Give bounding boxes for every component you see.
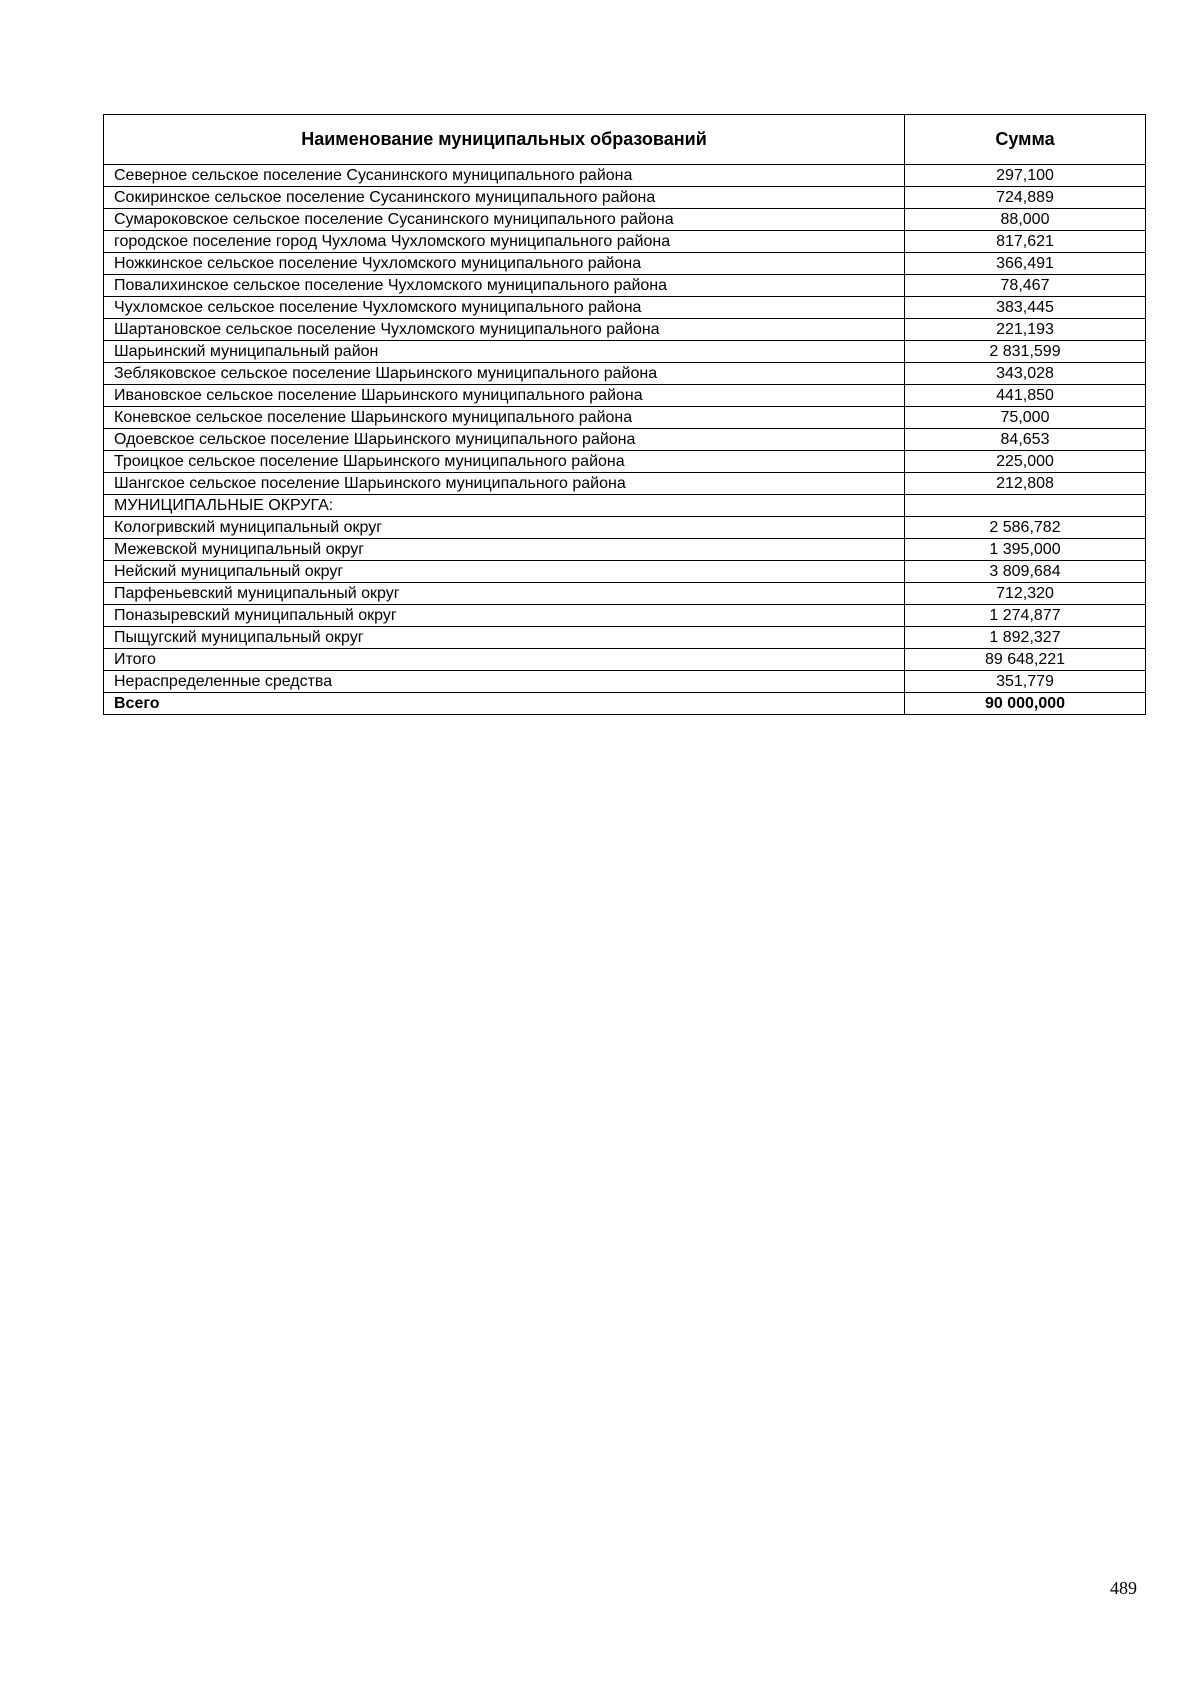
sum-cell: 2 586,782 bbox=[905, 517, 1146, 539]
sum-cell: 212,808 bbox=[905, 473, 1146, 495]
sum-cell: 78,467 bbox=[905, 275, 1146, 297]
table-row bbox=[104, 605, 1146, 627]
sum-cell: 817,621 bbox=[905, 231, 1146, 253]
municipality-name-cell: Нераспределенные средства bbox=[104, 671, 905, 693]
municipality-name-cell: Зебляковское сельское поселение Шарьинского муниципального района bbox=[104, 363, 905, 385]
municipality-name-cell: Пыщугский муниципальный округ bbox=[104, 627, 905, 649]
table-row bbox=[104, 253, 1146, 275]
table-row bbox=[104, 385, 1146, 407]
municipality-name-cell: Нейский муниципальный округ bbox=[104, 561, 905, 583]
municipality-name-cell: Ножкинское сельское поселение Чухломского муниципального района bbox=[104, 253, 905, 275]
table-row bbox=[104, 187, 1146, 209]
table-row bbox=[104, 165, 1146, 187]
municipality-name-cell: Ивановское сельское поселение Шарьинского муниципального района bbox=[104, 385, 905, 407]
sum-cell: 343,028 bbox=[905, 363, 1146, 385]
municipality-name-cell: Троицкое сельское поселение Шарьинского муниципального района bbox=[104, 451, 905, 473]
table-header-row bbox=[104, 115, 1146, 165]
table-row bbox=[104, 297, 1146, 319]
table-row bbox=[104, 627, 1146, 649]
page-number: 489 bbox=[1110, 1578, 1137, 1598]
sum-cell: 75,000 bbox=[905, 407, 1146, 429]
municipality-name-cell: Кологривский муниципальный округ bbox=[104, 517, 905, 539]
table-row bbox=[104, 649, 1146, 671]
sum-cell: 89 648,221 bbox=[905, 649, 1146, 671]
municipality-name-cell: Одоевское сельское поселение Шарьинского муниципального района bbox=[104, 429, 905, 451]
sum-cell: 225,000 bbox=[905, 451, 1146, 473]
table-row bbox=[104, 495, 1146, 517]
table-row bbox=[104, 561, 1146, 583]
sum-cell: 712,320 bbox=[905, 583, 1146, 605]
header-sum: Сумма bbox=[905, 115, 1146, 165]
table-body bbox=[104, 165, 1146, 715]
table-row bbox=[104, 451, 1146, 473]
municipality-name-cell: Итого bbox=[104, 649, 905, 671]
sum-cell: 2 831,599 bbox=[905, 341, 1146, 363]
municipality-name-cell: Сокиринское сельское поселение Сусанинского муниципального района bbox=[104, 187, 905, 209]
sum-cell: 441,850 bbox=[905, 385, 1146, 407]
municipality-name-cell: Коневское сельское поселение Шарьинского муниципального района bbox=[104, 407, 905, 429]
sum-cell: 297,100 bbox=[905, 165, 1146, 187]
table-row bbox=[104, 517, 1146, 539]
table-row bbox=[104, 583, 1146, 605]
table-row bbox=[104, 671, 1146, 693]
table-row bbox=[104, 539, 1146, 561]
municipality-name-cell: Шартановское сельское поселение Чухломского муниципального района bbox=[104, 319, 905, 341]
table-row bbox=[104, 693, 1146, 715]
municipality-name-cell: Парфеньевский муниципальный округ bbox=[104, 583, 905, 605]
municipality-name-cell: Всего bbox=[104, 693, 905, 715]
sum-cell: 84,653 bbox=[905, 429, 1146, 451]
municipality-name-cell: Сумароковское сельское поселение Сусанинского муниципального района bbox=[104, 209, 905, 231]
sum-cell: 366,491 bbox=[905, 253, 1146, 275]
municipality-name-cell: Чухломское сельское поселение Чухломского муниципального района bbox=[104, 297, 905, 319]
municipality-name-cell: Межевской муниципальный округ bbox=[104, 539, 905, 561]
sum-cell: 351,779 bbox=[905, 671, 1146, 693]
sum-cell: 383,445 bbox=[905, 297, 1146, 319]
table-row bbox=[104, 275, 1146, 297]
table-row bbox=[104, 363, 1146, 385]
header-name: Наименование муниципальных образований bbox=[104, 115, 905, 165]
municipality-name-cell: МУНИЦИПАЛЬНЫЕ ОКРУГА: bbox=[104, 495, 905, 517]
sum-cell: 3 809,684 bbox=[905, 561, 1146, 583]
sum-cell: 1 274,877 bbox=[905, 605, 1146, 627]
table-row bbox=[104, 429, 1146, 451]
sum-cell: 724,889 bbox=[905, 187, 1146, 209]
sum-cell bbox=[905, 495, 1146, 517]
table-row bbox=[104, 319, 1146, 341]
municipality-name-cell: Поназыревский муниципальный округ bbox=[104, 605, 905, 627]
sum-cell: 221,193 bbox=[905, 319, 1146, 341]
municipal-budget-table bbox=[103, 114, 1146, 715]
municipality-name-cell: Шарьинский муниципальный район bbox=[104, 341, 905, 363]
table-row bbox=[104, 473, 1146, 495]
sum-cell: 88,000 bbox=[905, 209, 1146, 231]
municipality-name-cell: городское поселение город Чухлома Чухломского муниципального района bbox=[104, 231, 905, 253]
sum-cell: 1 395,000 bbox=[905, 539, 1146, 561]
sum-cell: 1 892,327 bbox=[905, 627, 1146, 649]
municipality-name-cell: Северное сельское поселение Сусанинского муниципального района bbox=[104, 165, 905, 187]
sum-cell: 90 000,000 bbox=[905, 693, 1146, 715]
table-row bbox=[104, 407, 1146, 429]
table-row bbox=[104, 341, 1146, 363]
table-row bbox=[104, 209, 1146, 231]
municipality-name-cell: Шангское сельское поселение Шарьинского муниципального района bbox=[104, 473, 905, 495]
municipality-name-cell: Повалихинское сельское поселение Чухломского муниципального района bbox=[104, 275, 905, 297]
table-row bbox=[104, 231, 1146, 253]
